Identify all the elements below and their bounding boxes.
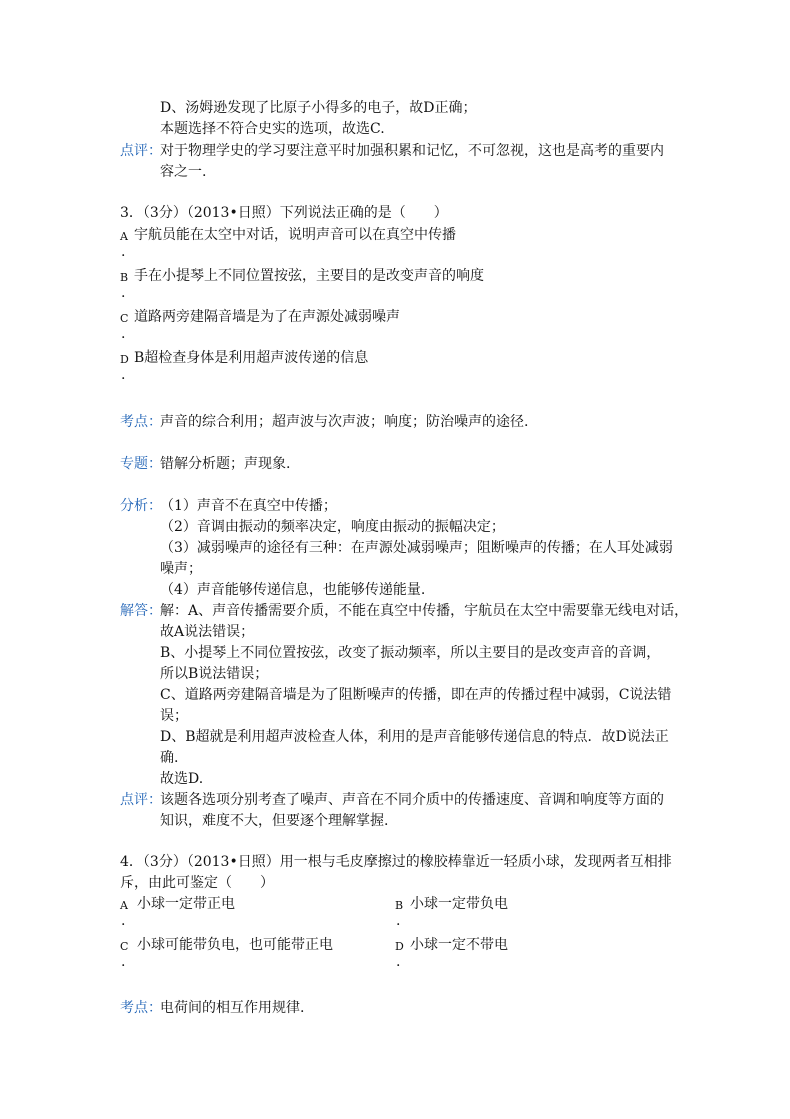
kaodian-label: 考点： [120, 1000, 162, 1016]
jieda-line: 所以B说法错误； [160, 666, 269, 682]
option-dot: . [121, 326, 126, 342]
dianping-line: 该题各选项分别考查了噪声、声音在不同介质中的传播速度、音调和响度等方面的 [160, 792, 664, 808]
jieda-line: 确. [160, 750, 179, 766]
option-letter: D [120, 353, 129, 366]
fenxi-line: （4）声音能够传递信息，也能够传递能量. [160, 582, 426, 598]
kaodian-text: 电荷间的相互作用规律. [160, 1000, 305, 1016]
fenxi-line: （2）音调由振动的频率决定，响度由振动的振幅决定； [160, 519, 505, 535]
jieda-label: 解答： [120, 603, 162, 619]
comment-line: 容之一. [160, 164, 207, 180]
option-dot: . [121, 285, 126, 301]
comment-label: 点评： [120, 143, 162, 159]
jieda-line: 故选D. [160, 771, 204, 787]
option-text: 小球可能带负电，也可能带正电 [137, 937, 333, 953]
option-text: 小球一定带正电 [137, 896, 235, 912]
fenxi-line: 噪声； [160, 561, 202, 577]
option-text: 小球一定带负电 [410, 896, 508, 912]
jieda-line: 误； [160, 708, 188, 724]
option-letter: C [120, 940, 129, 953]
option-dot: . [121, 367, 126, 383]
answer-conclusion: 本题选择不符合史实的选项，故选C. [160, 121, 385, 137]
jieda-line: 解：A、声音传播需要介质，不能在真空中传播，宇航员在太空中需要靠无线电对话， [160, 603, 689, 619]
option-letter: D [395, 940, 404, 953]
question-3-stem: 3．（3分）（2013•日照）下列说法正确的是（ ） [120, 205, 448, 221]
option-text: 小球一定不带电 [410, 937, 508, 953]
option-letter: C [120, 312, 129, 325]
option-dot: . [121, 244, 126, 260]
option-text: 宇航员能在太空中对话，说明声音可以在真空中传播 [134, 227, 456, 243]
option-text: B超检查身体是利用超声波传递的信息 [134, 350, 369, 366]
question-4-stem: 斥，由此可鉴定（ ） [120, 875, 274, 891]
jieda-line: D、B超就是利用超声波检查人体，利用的是声音能够传递信息的特点．故D说法正 [160, 729, 669, 745]
option-text: 手在小提琴上不同位置按弦，主要目的是改变声音的响度 [134, 268, 484, 284]
fenxi-label: 分析： [120, 498, 162, 514]
option-text: 道路两旁建隔音墙是为了在声源处减弱噪声 [134, 309, 400, 325]
fenxi-line: （3）减弱噪声的途径有三种：在声源处减弱噪声；阻断噪声的传播；在人耳处减弱 [160, 540, 673, 556]
jieda-line: 故A说法错误； [160, 624, 255, 640]
kaodian-label: 考点： [120, 414, 162, 430]
option-dot: . [121, 954, 126, 970]
dianping-line: 知识，难度不大，但要逐个理解掌握. [160, 813, 389, 829]
option-letter: B [120, 271, 129, 284]
dianping-label: 点评： [120, 792, 162, 808]
zhuanti-label: 专题： [120, 456, 162, 472]
option-dot: . [396, 954, 401, 970]
option-letter: A [120, 899, 128, 912]
answer-line-d: D、汤姆逊发现了比原子小得多的电子，故D正确； [160, 100, 477, 116]
option-letter: B [395, 899, 404, 912]
option-dot: . [121, 913, 126, 929]
option-letter: A [120, 230, 128, 243]
jieda-line: C、道路两旁建隔音墙是为了阻断噪声的传播，即在声的传播过程中减弱，C说法错 [160, 687, 672, 703]
jieda-line: B、小提琴上不同位置按弦，改变了振动频率，所以主要目的是改变声音的音调， [160, 645, 661, 661]
zhuanti-text: 错解分析题；声现象. [160, 456, 291, 472]
question-4-stem: 4．（3分）（2013•日照）用一根与毛皮摩擦过的橡胶棒靠近一轻质小球，发现两者互相排 [120, 854, 672, 870]
comment-line: 对于物理学史的学习要注意平时加强积累和记忆，不可忽视，这也是高考的重要内 [160, 143, 664, 159]
option-dot: . [396, 913, 401, 929]
kaodian-text: 声音的综合利用；超声波与次声波；响度；防治噪声的途径. [160, 414, 529, 430]
fenxi-line: （1）声音不在真空中传播； [160, 498, 337, 514]
